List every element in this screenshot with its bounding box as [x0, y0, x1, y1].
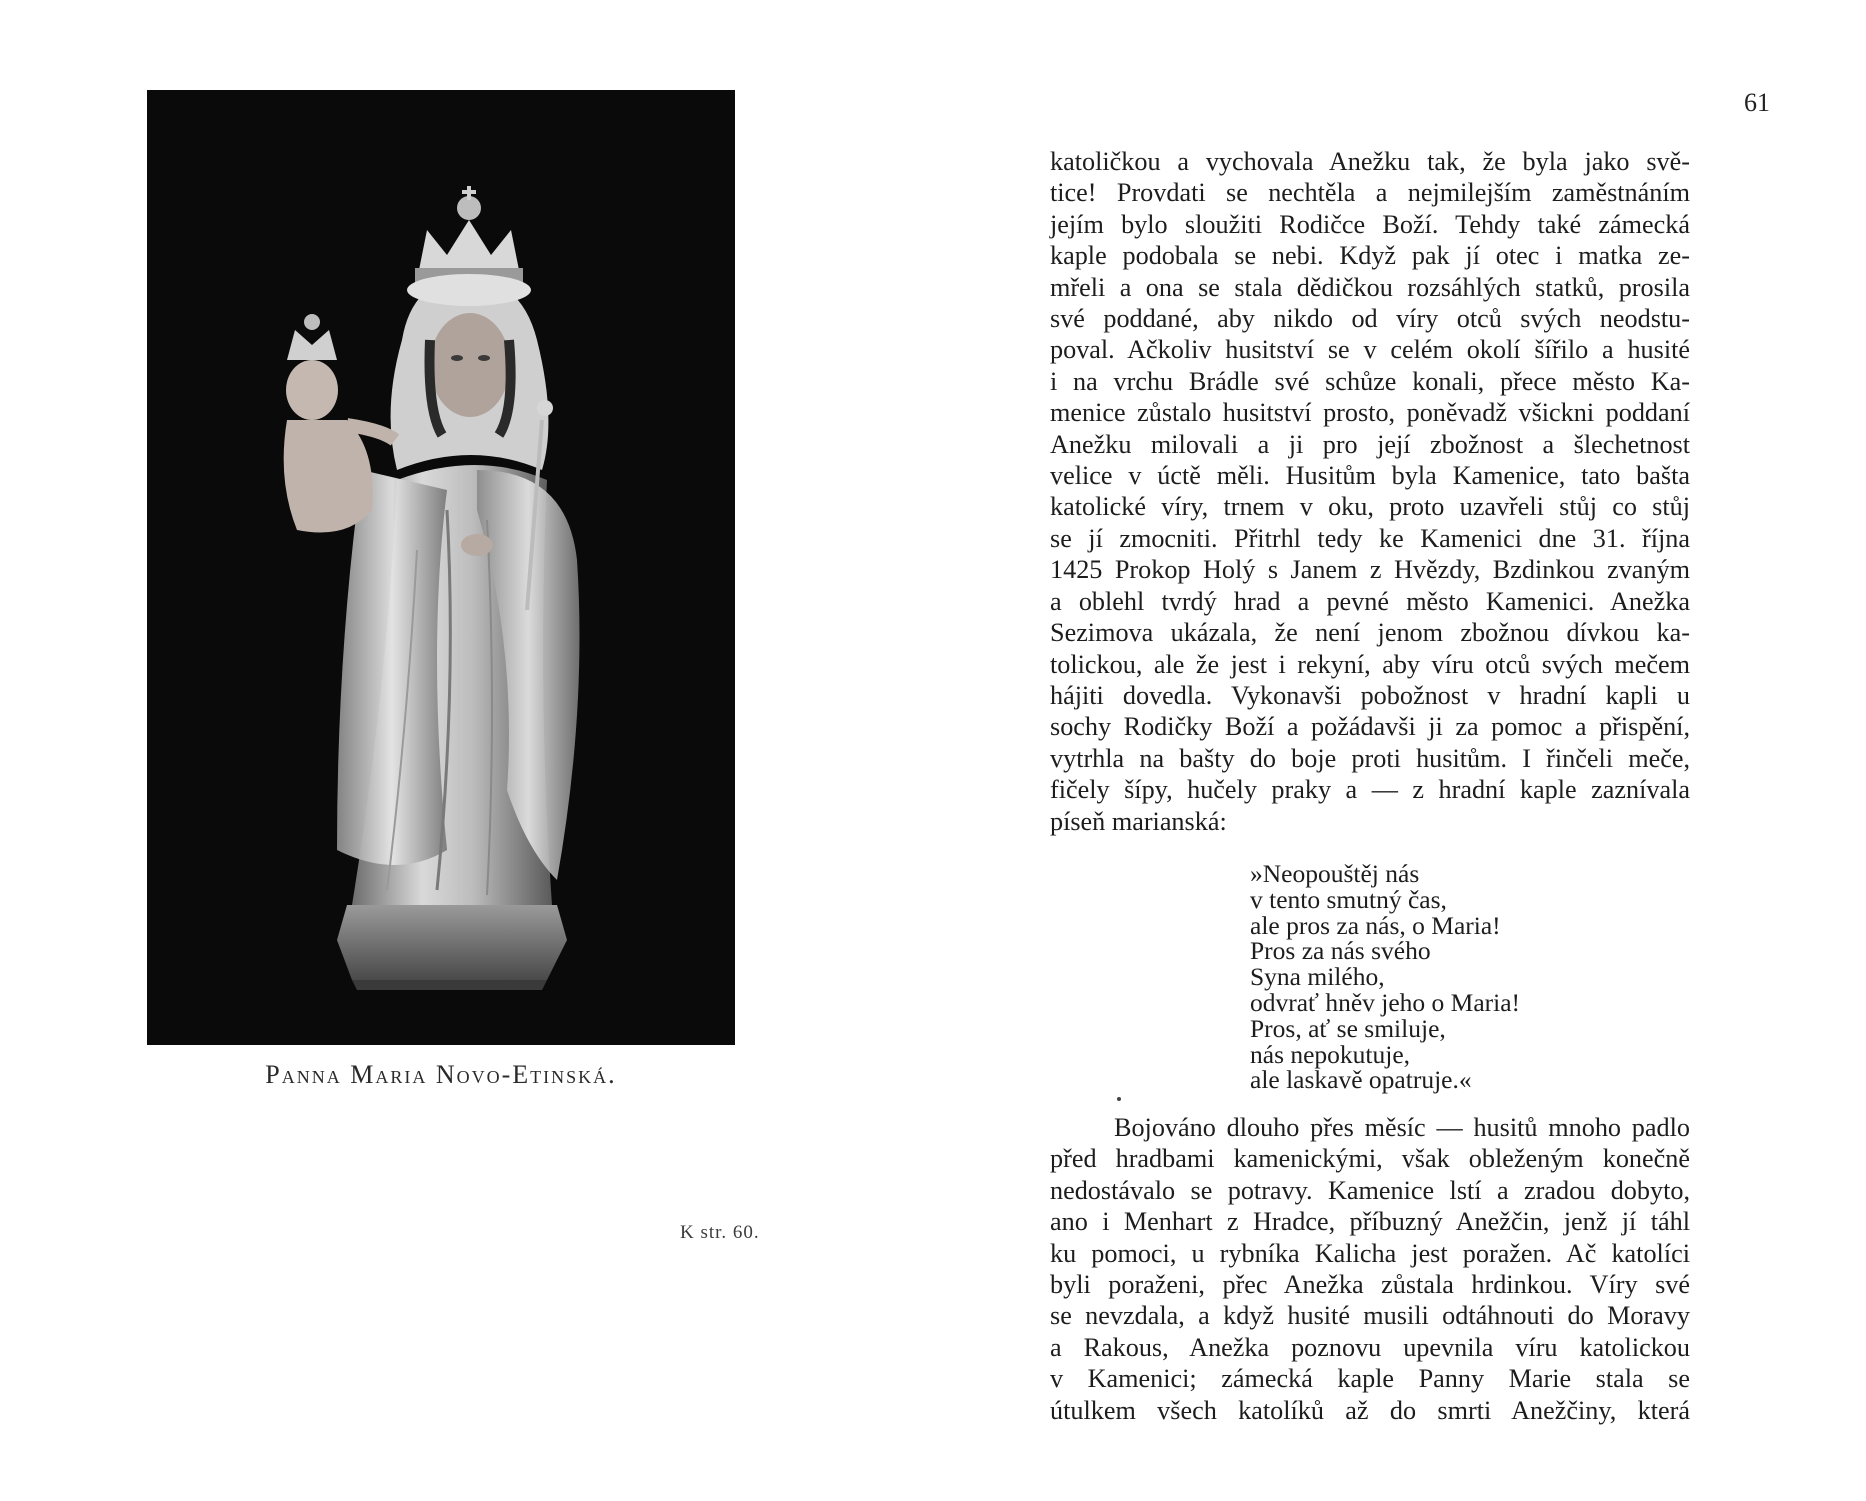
- poem-verse: Syna milého,: [1250, 962, 1385, 992]
- text-line: poval. Ačkoliv husitství se v celém okolí šířilo a husité: [1050, 335, 1690, 365]
- text-line: i na vrchu Brádle své schůze konali, přece město Ka-: [1050, 366, 1690, 396]
- text-line: se jí zmocniti. Přitrhl tedy ke Kamenici dne 31. října: [1050, 523, 1690, 553]
- text-line: katoličkou a vychovala Anežku tak, že byla jako svě-: [1050, 147, 1690, 176]
- text-line: se nevzdala, a když husité musili odtáhnouti do Moravy: [1050, 1301, 1690, 1331]
- poem-verse: odvrať hněv jeho o Maria!: [1250, 987, 1521, 1017]
- text-line: jejím bylo sloužiti Rodičce Boží. Tehdy také zámecká: [1050, 209, 1690, 239]
- text-line: a Rakous, Anežka poznovu upevnila víru katolickou: [1050, 1332, 1690, 1362]
- poem-verse: Pros, ať se smiluje,: [1250, 1013, 1446, 1043]
- text-line: sochy Rodičky Boží a požádavši ji za pomoc a přispění,: [1050, 712, 1690, 742]
- text-line: fičely šípy, hučely praky a — z hradní kaple zaznívala: [1050, 775, 1690, 805]
- text-line: útulkem všech katolíků až do smrti Anežčiny, která: [1050, 1395, 1690, 1425]
- poem-verse: v tento smutný čas,: [1250, 884, 1447, 914]
- poem-verse: nás nepokutuje,: [1250, 1039, 1411, 1069]
- poem-verse: »Neopouštěj nás: [1250, 859, 1420, 888]
- text-line: menice zůstalo husitství prosto, poněvadž všickni poddaní: [1050, 398, 1690, 428]
- text-line: tolickou, ale že jest i rekyní, aby víru otců svých mečem: [1050, 649, 1690, 679]
- text-line: před hradbami kamenickými, však obleženým konečně: [1050, 1144, 1690, 1174]
- plate-caption: Panna Maria Novo-Etinská.: [265, 1060, 617, 1089]
- text-line: Sezimova ukázala, že není jenom zbožnou dívkou ka-: [1050, 618, 1690, 648]
- text-line: hájiti dovedla. Vykonavši pobožnost v hradní kapli u: [1050, 680, 1690, 710]
- text-line: byli poraženi, přec Anežka zůstala hrdinkou. Víry své: [1050, 1270, 1690, 1300]
- text-line: a oblehl tvrdý hrad a pevné město Kamenici. Anežka: [1050, 586, 1690, 616]
- text-line: katolické víry, trnem v oku, proto uzavřeli stůj co stůj: [1050, 492, 1690, 522]
- text-line: vytrhla na bašty do boje proti husitům. I řinčeli meče,: [1050, 743, 1690, 773]
- text-line: 1425 Prokop Holý s Janem z Hvězdy, Bzdinkou zvaným: [1050, 555, 1690, 585]
- text-line: nedostávalo se potravy. Kamenice lstí a zradou dobyto,: [1050, 1175, 1690, 1205]
- text-line: své poddané, aby nikdo od víry otců svých neodstu-: [1050, 304, 1690, 334]
- text-line: kaple podobala se nebi. Když pak jí otec i matka ze-: [1050, 241, 1690, 271]
- print-dot: [1117, 1097, 1121, 1101]
- marian-hymn: [1250, 861, 1520, 1093]
- text-line: píseň marianská:: [1050, 806, 1227, 836]
- text-page: [920, 0, 1866, 1501]
- text-line: v Kamenici; zámecká kaple Panny Marie stala se: [1050, 1364, 1690, 1394]
- text-line: mřeli a ona se stala dědičkou rozsáhlých statků, prosila: [1050, 272, 1690, 302]
- poem-verse: ale pros za nás, o Maria!: [1250, 910, 1501, 940]
- paragraph-1: [1050, 146, 1690, 837]
- page-number: 61: [1744, 88, 1770, 117]
- plate-page-reference: K str. 60.: [680, 1222, 760, 1243]
- text-line: ku pomoci, u rybníka Kalicha jest poražen. Ač katolíci: [1050, 1238, 1690, 1268]
- text-line: Bojováno dlouho přes měsíc — husitů mnoho padlo: [1114, 1113, 1690, 1142]
- text-line: ano i Menhart z Hradce, příbuzný Anežčin, jenž jí táhl: [1050, 1207, 1690, 1237]
- poem-verse: Pros za nás svého: [1250, 936, 1431, 966]
- poem-verse: ale laskavě opatruje.«: [1250, 1065, 1472, 1095]
- text-line: tice! Provdati se nechtěla a nejmilejším zaměstnáním: [1050, 178, 1690, 208]
- madonna-statue-image: [147, 90, 735, 1045]
- plate-page: [0, 0, 920, 1501]
- statue-photograph: [147, 90, 735, 1045]
- text-line: Anežku milovali a ji pro její zbožnost a šlechetnost: [1050, 429, 1690, 459]
- text-line: velice v úctě měli. Husitům byla Kamenice, tato bašta: [1050, 461, 1690, 491]
